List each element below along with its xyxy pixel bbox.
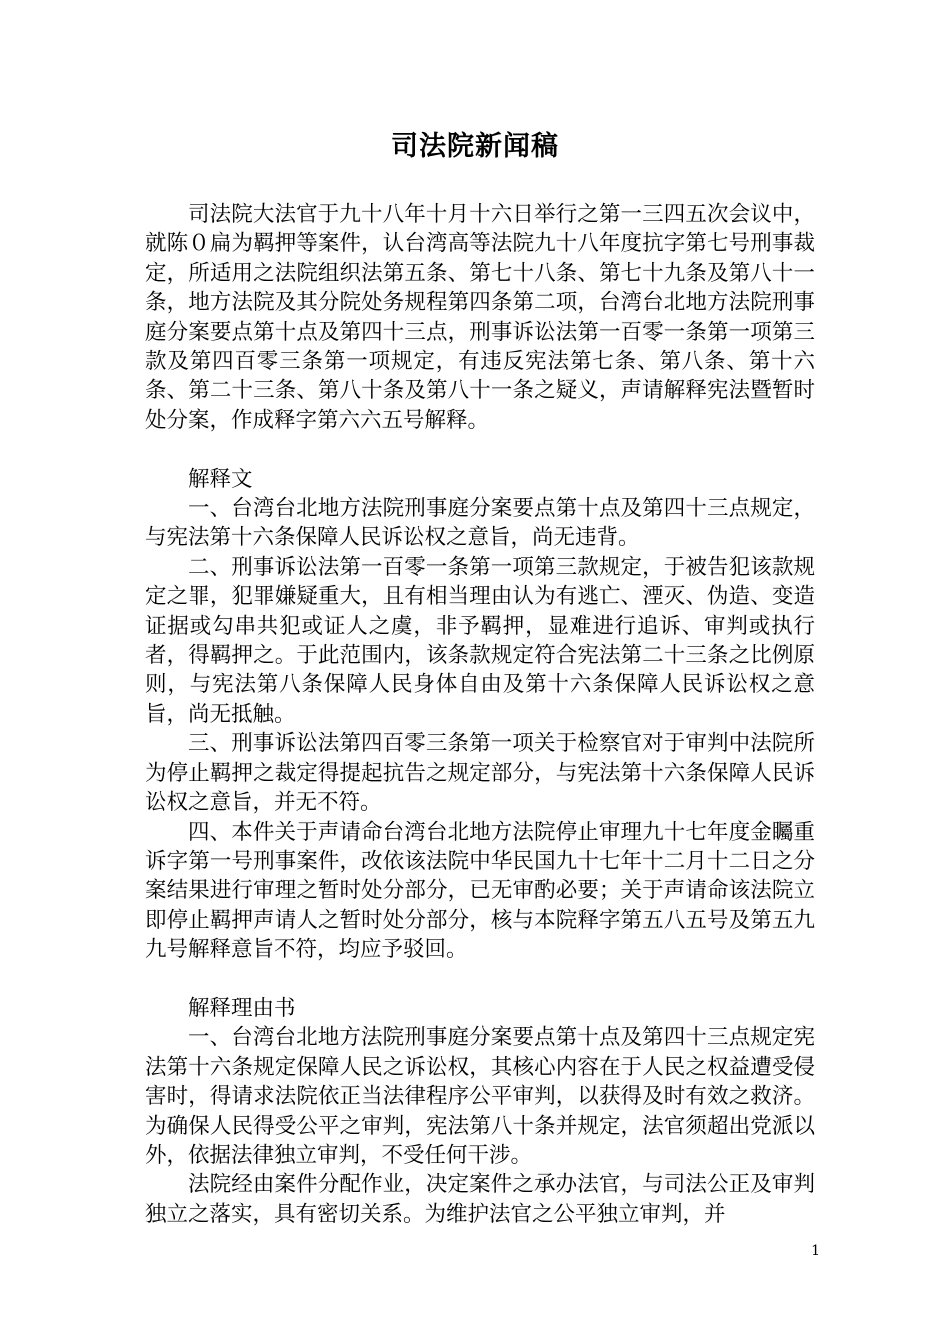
reasoning-paragraph-1: 一、台湾台北地方法院刑事庭分案要点第十点及第四十三点规定宪法第十六条规定保障人民之诉讼权，其核心内容在于人民之权益遭受侵害时，得请求法院依正当法律程序公平审判，以获得及时有效之救济。为确保人民得受公平之审判，宪法第八十条并规定，法官须超出党派以外，依据法律独立审判，不受任何干涉。 xyxy=(145,1025,815,1168)
interpretation-paragraph-3: 三、刑事诉讼法第四百零三条第一项关于检察官对于审判中法院所为停止羁押之裁定得提起抗告之规定部分，与宪法第十六条保障人民诉讼权之意旨，并无不符。 xyxy=(145,731,815,816)
reasoning-paragraph-2: 法院经由案件分配作业，决定案件之承办法官，与司法公正及审判独立之落实，具有密切关系。为维护法官之公平独立审判，并 xyxy=(145,1172,815,1227)
interpretation-paragraph-2: 二、刑事诉讼法第一百零一条第一项第三款规定，于被告犯该款规定之罪，犯罪嫌疑重大，且有相当理由认为有逃亡、湮灭、伪造、变造证据或勾串共犯或证人之虞，非予羁押，显难进行追诉、审判或执行者，得羁押之。于此范围内，该条款规定符合宪法第二十三条之比例原则，与宪法第八条保障人民身体自由及第十六条保障人民诉讼权之意旨，尚无抵触。 xyxy=(145,554,815,727)
paragraph-gap xyxy=(145,435,815,464)
paragraph-gap xyxy=(145,965,815,994)
interpretation-paragraph-4: 四、本件关于声请命台湾台北地方法院停止审理九十七年度金矚重诉字第一号刑事案件，改依该法院中华民国九十七年十二月十二日之分案结果进行审理之暂时处分部分，已无审酌必要；关于声请命该法院立即停止羁押声请人之暂时处分部分，核与本院释字第五八五号及第五九九号解释意旨不符，均应予驳回。 xyxy=(145,819,815,963)
document-body xyxy=(145,200,815,1229)
intro-paragraph: 司法院大法官于九十八年十月十六日举行之第一三四五次会议中，就陈０扁为羁押等案件，认台湾高等法院九十八年度抗字第七号刑事裁定，所适用之法院组织法第五条、第七十八条、第七十九条及第八十一条，地方法院及其分院处务规程第四条第二项，台湾台北地方法院刑事庭分案要点第十点及第四十三点，刑事诉讼法第一百零一条第一项第三款及第四百零三条第一项规定，有违反宪法第七条、第八条、第十六条、第二十三条、第八十条及第八十一条之疑义，声请解释宪法暨暂时处分案，作成释字第六六五号解释。 xyxy=(145,202,815,433)
interpretation-paragraph-1: 一、台湾台北地方法院刑事庭分案要点第十点及第四十三点规定，与宪法第十六条保障人民诉讼权之意旨，尚无违背。 xyxy=(145,496,815,551)
reasoning-heading: 解释理由书 xyxy=(188,995,296,1021)
interpretation-heading: 解释文 xyxy=(188,466,253,492)
page-title: 司法院新闻稿 xyxy=(391,131,559,162)
page-number: 1 xyxy=(811,1243,820,1259)
